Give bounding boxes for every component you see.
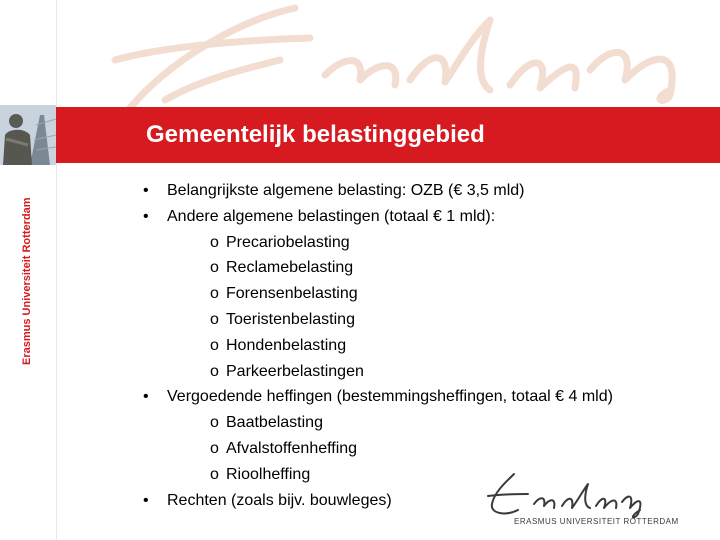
bullet-list xyxy=(143,178,713,513)
sub-bullet-list xyxy=(167,230,713,385)
bullet-item xyxy=(143,178,713,204)
sub-bullet-item: o Forensenbelasting xyxy=(210,281,713,307)
logo-caption: ERASMUS UNIVERSITEIT ROTTERDAM xyxy=(514,517,679,526)
erasmus-signature-watermark xyxy=(110,0,720,108)
bullet-item xyxy=(143,204,713,385)
sub-bullet-item: o Precariobelasting xyxy=(210,230,713,256)
sub-bullet-item: o Rioolheffing xyxy=(210,462,713,488)
sub-bullet-item: o Toeristenbelasting xyxy=(210,307,713,333)
bullet-text: Andere algemene belastingen (totaal € 1 mld): xyxy=(167,207,496,225)
statue-photo xyxy=(0,105,56,165)
bullet-text: Belangrijkste algemene belasting: OZB (€ 3,5 mld) xyxy=(167,182,525,199)
bullet-text: Vergoedende heffingen (bestemmingsheffingen, totaal € 4 mld) xyxy=(167,388,613,406)
sub-bullet-item: o Reclamebelasting xyxy=(210,255,713,281)
sidebar xyxy=(0,0,57,540)
slide-title: Gemeentelijk belastinggebied xyxy=(146,121,485,148)
sub-bullet-item: o Afvalstoffenheffing xyxy=(210,436,713,462)
sidebar-university-text: Erasmus Universiteit Rotterdam xyxy=(21,197,33,365)
bullet-text: Rechten (zoals bijv. bouwleges) xyxy=(167,491,392,509)
erasmus-logo xyxy=(484,470,710,528)
university-name-vertical xyxy=(16,195,36,365)
bullet-content xyxy=(143,178,713,513)
title-bar xyxy=(56,107,720,163)
sub-bullet-item: o Hondenbelasting xyxy=(210,333,713,359)
sub-bullet-item: o Parkeerbelastingen xyxy=(210,359,713,385)
sub-bullet-item: o Baatbelasting xyxy=(210,410,713,436)
